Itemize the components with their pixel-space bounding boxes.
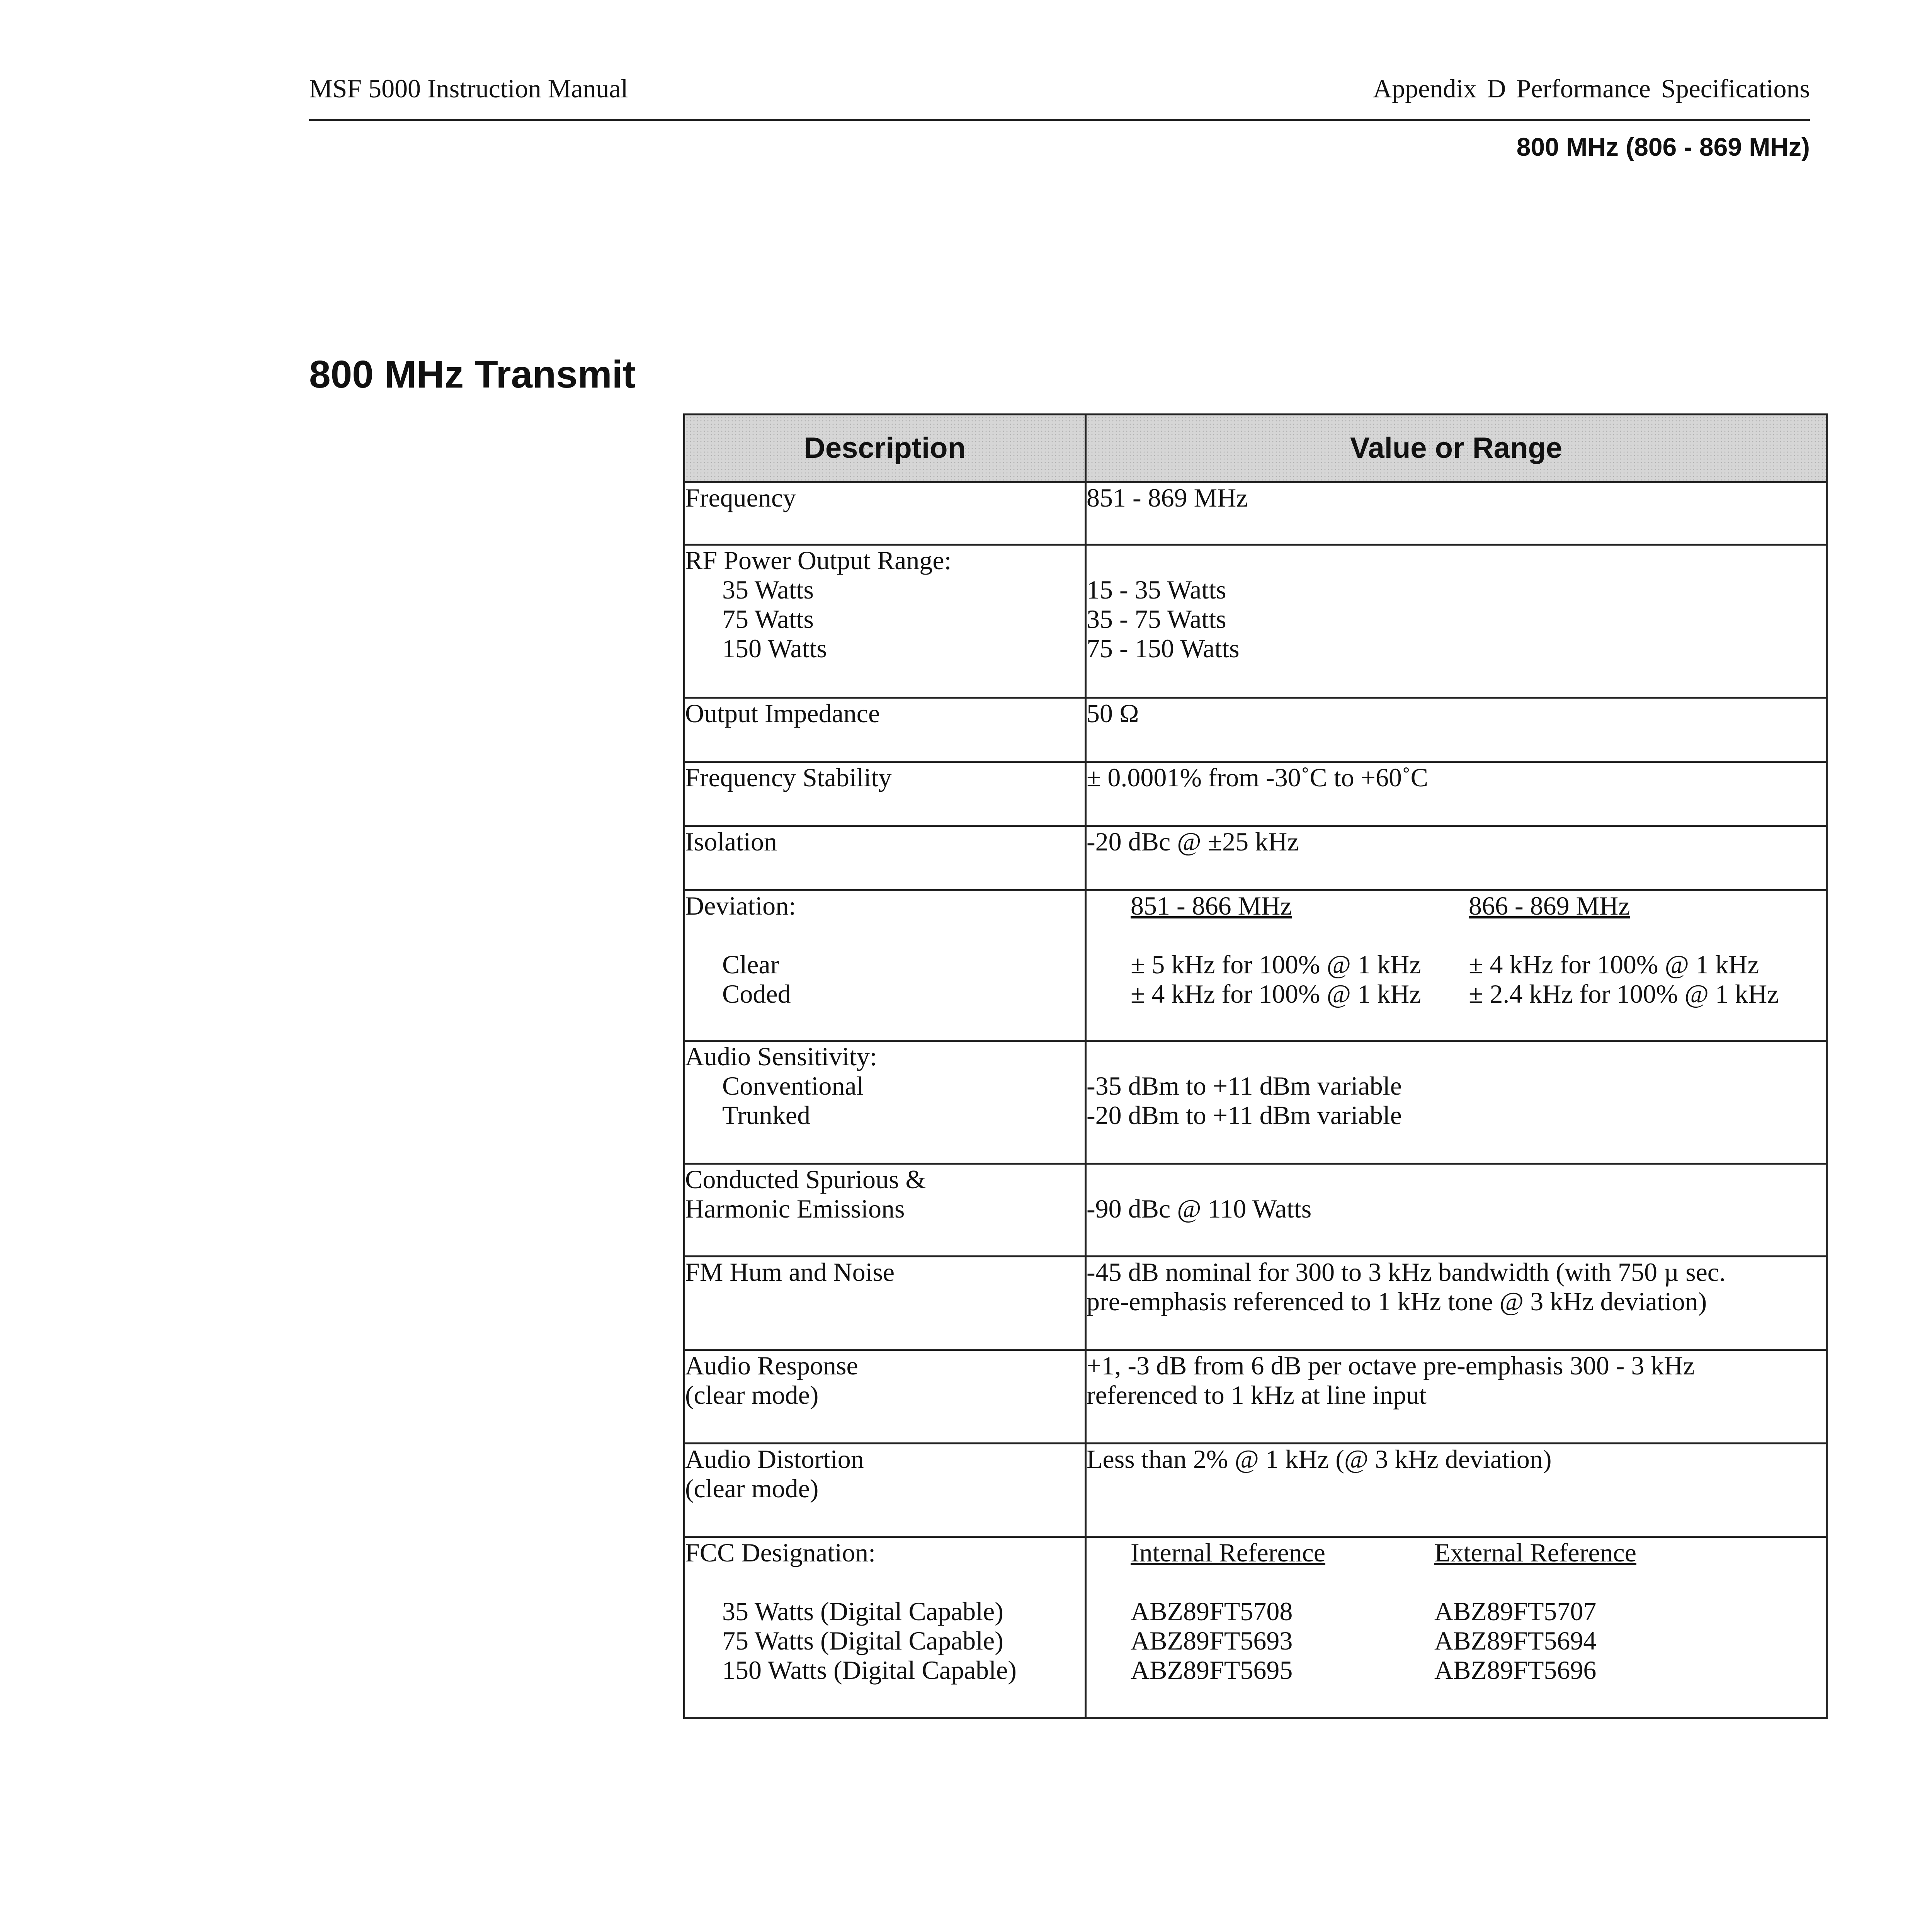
row-label	[684, 1444, 1086, 1537]
row-value	[1086, 482, 1827, 545]
fcc-row-label: 75 Watts (Digital Capable)	[722, 1626, 1003, 1655]
table-row	[684, 826, 1827, 890]
frequency-label: Frequency	[685, 483, 796, 512]
row-value	[1086, 1444, 1827, 1537]
fcc-internal-header: Internal Reference	[1131, 1538, 1325, 1567]
table-row	[684, 1537, 1827, 1718]
row-value	[1086, 1041, 1827, 1164]
row-value	[1086, 1257, 1827, 1350]
column-header-description: Description	[684, 415, 1086, 482]
audio-sensitivity-label: Audio Sensitivity:	[685, 1042, 877, 1071]
spurious-label: Conducted Spurious &	[685, 1165, 926, 1194]
section-title: 800 MHz Transmit	[309, 353, 636, 396]
audio-sensitivity-trunked-label: Trunked	[722, 1100, 810, 1130]
fcc-row-label: 35 Watts (Digital Capable)	[722, 1597, 1003, 1626]
deviation-clear-band1: ± 5 kHz for 100% @ 1 kHz	[1131, 950, 1421, 979]
fcc-external-value: ABZ89FT5707	[1434, 1597, 1597, 1626]
deviation-coded-band1: ± 4 kHz for 100% @ 1 kHz	[1131, 979, 1421, 1009]
row-label	[684, 1350, 1086, 1444]
audio-sensitivity-trunked-value: -20 dBm to +11 dBm variable	[1087, 1100, 1402, 1130]
row-label	[684, 1164, 1086, 1257]
audio-response-label: (clear mode)	[685, 1380, 819, 1410]
deviation-coded-band2: ± 2.4 kHz for 100% @ 1 kHz	[1469, 979, 1779, 1009]
row-label	[684, 890, 1086, 1041]
impedance-value: 50 Ω	[1087, 699, 1139, 728]
deviation-label: Deviation:	[685, 891, 796, 920]
row-label	[684, 545, 1086, 698]
isolation-label: Isolation	[685, 827, 777, 856]
audio-response-value: +1, -3 dB from 6 dB per octave pre-emphasis 300 - 3 kHz	[1087, 1351, 1695, 1380]
table-row	[684, 1444, 1827, 1537]
fcc-external-header: External Reference	[1434, 1538, 1636, 1567]
row-value	[1086, 1164, 1827, 1257]
row-value	[1086, 890, 1827, 1041]
audio-distortion-label: Audio Distortion	[685, 1444, 864, 1474]
deviation-coded-label: Coded	[722, 979, 791, 1009]
fcc-external-value: ABZ89FT5696	[1434, 1655, 1597, 1685]
deviation-band1-header: 851 - 866 MHz	[1131, 891, 1292, 920]
row-label	[684, 482, 1086, 545]
audio-response-label: Audio Response	[685, 1351, 858, 1380]
header-section-title: Appendix D Performance Specifications	[1373, 74, 1810, 103]
table-row	[684, 482, 1827, 545]
table-row	[684, 1350, 1827, 1444]
rf-power-item-label: 150 Watts	[722, 634, 827, 663]
rf-power-item-value: 15 - 35 Watts	[1087, 575, 1226, 604]
audio-sensitivity-conventional-label: Conventional	[722, 1071, 864, 1100]
table-row	[684, 698, 1827, 762]
row-label	[684, 1041, 1086, 1164]
hum-noise-label: FM Hum and Noise	[685, 1257, 895, 1287]
deviation-clear-band2: ± 4 kHz for 100% @ 1 kHz	[1469, 950, 1759, 979]
audio-distortion-value: Less than 2% @ 1 kHz (@ 3 kHz deviation)	[1087, 1444, 1552, 1474]
frequency-value: 851 - 869 MHz	[1087, 483, 1248, 512]
hum-noise-value: pre-emphasis referenced to 1 kHz tone @ 3 kHz deviation)	[1087, 1287, 1707, 1316]
deviation-band2-header: 866 - 869 MHz	[1469, 891, 1630, 920]
row-value	[1086, 1350, 1827, 1444]
freq-stability-value: ± 0.0001% from -30˚C to +60˚C	[1087, 763, 1429, 792]
column-header-value: Value or Range	[1086, 415, 1827, 482]
row-label	[684, 762, 1086, 826]
impedance-label: Output Impedance	[685, 699, 880, 728]
rf-power-label: RF Power Output Range:	[685, 546, 952, 575]
rf-power-item-value: 75 - 150 Watts	[1087, 634, 1240, 663]
table-row	[684, 1257, 1827, 1350]
fcc-internal-value: ABZ89FT5695	[1131, 1655, 1293, 1685]
fcc-internal-value: ABZ89FT5693	[1131, 1626, 1293, 1655]
row-value	[1086, 545, 1827, 698]
spurious-value: -90 dBc @ 110 Watts	[1087, 1194, 1312, 1223]
audio-sensitivity-conventional-value: -35 dBm to +11 dBm variable	[1087, 1071, 1402, 1100]
isolation-value: -20 dBc @ ±25 kHz	[1087, 827, 1299, 856]
deviation-clear-label: Clear	[722, 950, 779, 979]
hum-noise-value: -45 dB nominal for 300 to 3 kHz bandwidth (with 750 µ sec.	[1087, 1257, 1726, 1287]
fcc-row-label: 150 Watts (Digital Capable)	[722, 1655, 1017, 1685]
header-rule	[309, 119, 1810, 121]
table-row	[684, 762, 1827, 826]
fcc-label: FCC Designation:	[685, 1538, 876, 1567]
row-value	[1086, 1537, 1827, 1718]
audio-distortion-label: (clear mode)	[685, 1474, 819, 1503]
table-row	[684, 890, 1827, 1041]
spec-table	[683, 413, 1828, 1719]
table-row	[684, 1164, 1827, 1257]
row-label	[684, 1257, 1086, 1350]
fcc-external-value: ABZ89FT5694	[1434, 1626, 1597, 1655]
rf-power-item-value: 35 - 75 Watts	[1087, 604, 1226, 634]
table-header-row	[684, 415, 1827, 482]
header-manual-title: MSF 5000 Instruction Manual	[309, 74, 628, 103]
freq-stability-label: Frequency Stability	[685, 763, 892, 792]
row-label	[684, 698, 1086, 762]
row-label	[684, 826, 1086, 890]
row-value	[1086, 762, 1827, 826]
row-label	[684, 1537, 1086, 1718]
row-value	[1086, 826, 1827, 890]
table-row	[684, 545, 1827, 698]
spurious-label: Harmonic Emissions	[685, 1194, 905, 1223]
table-row	[684, 1041, 1827, 1164]
row-value	[1086, 698, 1827, 762]
rf-power-item-label: 35 Watts	[722, 575, 814, 604]
audio-response-value: referenced to 1 kHz at line input	[1087, 1380, 1427, 1410]
fcc-internal-value: ABZ89FT5708	[1131, 1597, 1293, 1626]
rf-power-item-label: 75 Watts	[722, 604, 814, 634]
header-subtitle: 800 MHz (806 - 869 MHz)	[1516, 133, 1810, 161]
